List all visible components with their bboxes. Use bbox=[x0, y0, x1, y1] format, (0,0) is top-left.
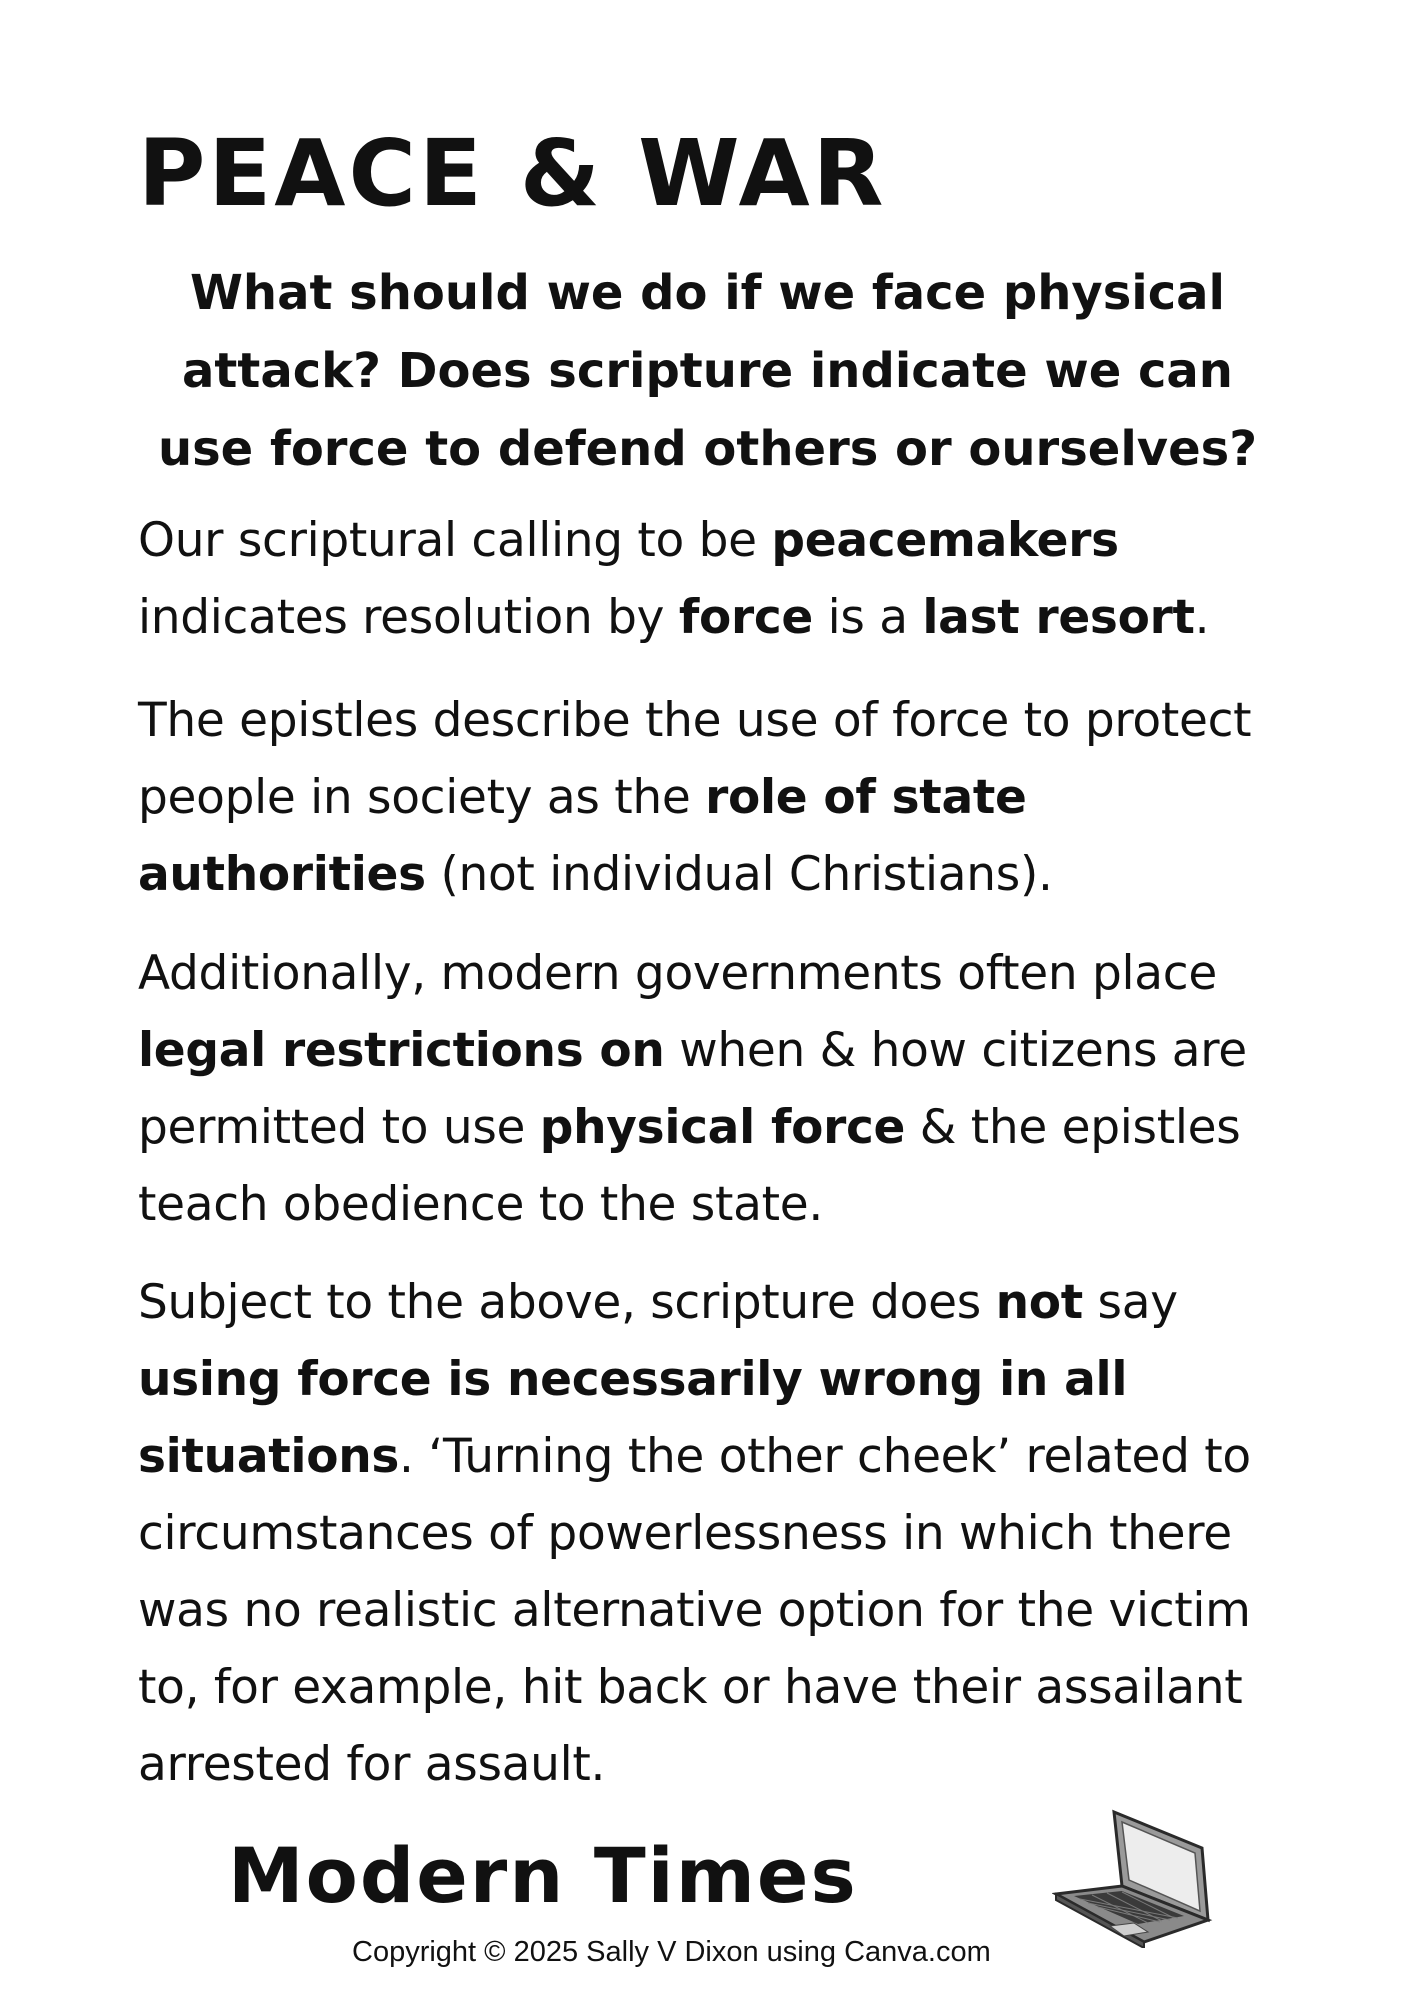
body-text-run: . ‘Turning the other cheek’ related to circumstances of powerlessness in which there was no realistic alternative option for the victim to, for example, hit back or have their assailant arrested for assault. bbox=[138, 1429, 1251, 1792]
body-text-run: Our scriptural calling to be bbox=[138, 513, 772, 568]
body-text-run: The epistles describe the use of force to protect people in society as the bbox=[138, 693, 1252, 825]
body-text-run: & the epistles teach obedience to the state. bbox=[138, 1100, 1241, 1232]
body-text-run: . bbox=[1194, 590, 1210, 645]
emphasis-text: legal restrictions on bbox=[138, 1023, 665, 1078]
emphasis-text: peacemakers bbox=[771, 513, 1119, 568]
body-text-run: Additionally, modern governments often place bbox=[138, 946, 1217, 1001]
emphasis-text: not bbox=[995, 1275, 1083, 1330]
emphasis-text: role of state authorities bbox=[138, 770, 1027, 902]
paragraph-1 bbox=[138, 502, 1298, 656]
emphasis-text: last resort bbox=[922, 590, 1195, 645]
paragraph-4 bbox=[138, 1264, 1298, 1803]
page-title: PEACE & WAR bbox=[138, 120, 887, 227]
copyright-notice: Copyright © 2025 Sally V Dixon using Canva.com bbox=[352, 1936, 991, 1968]
emphasis-text: using force is necessarily wrong in all situations bbox=[138, 1352, 1128, 1484]
laptop-icon bbox=[1052, 1808, 1220, 1948]
body-text-run: when & how citizens are permitted to use bbox=[138, 1023, 1247, 1155]
paragraph-2 bbox=[138, 682, 1298, 913]
paragraph-3 bbox=[138, 935, 1298, 1243]
question-heading: What should we do if we face physical attack? Does scripture indicate we can use force to defend others or ourselves? bbox=[157, 265, 1258, 477]
body-text-run: (not individual Christians). bbox=[425, 847, 1053, 902]
body-text-run: is a bbox=[812, 590, 923, 645]
footer-brand: Modern Times bbox=[228, 1831, 858, 1920]
emphasis-text: force bbox=[678, 590, 813, 645]
emphasis-text: physical force bbox=[539, 1100, 906, 1155]
body-text-run: say bbox=[1082, 1275, 1178, 1330]
body-text-run: Subject to the above, scripture does bbox=[138, 1275, 996, 1330]
body-text-run: indicates resolution by bbox=[138, 590, 679, 645]
